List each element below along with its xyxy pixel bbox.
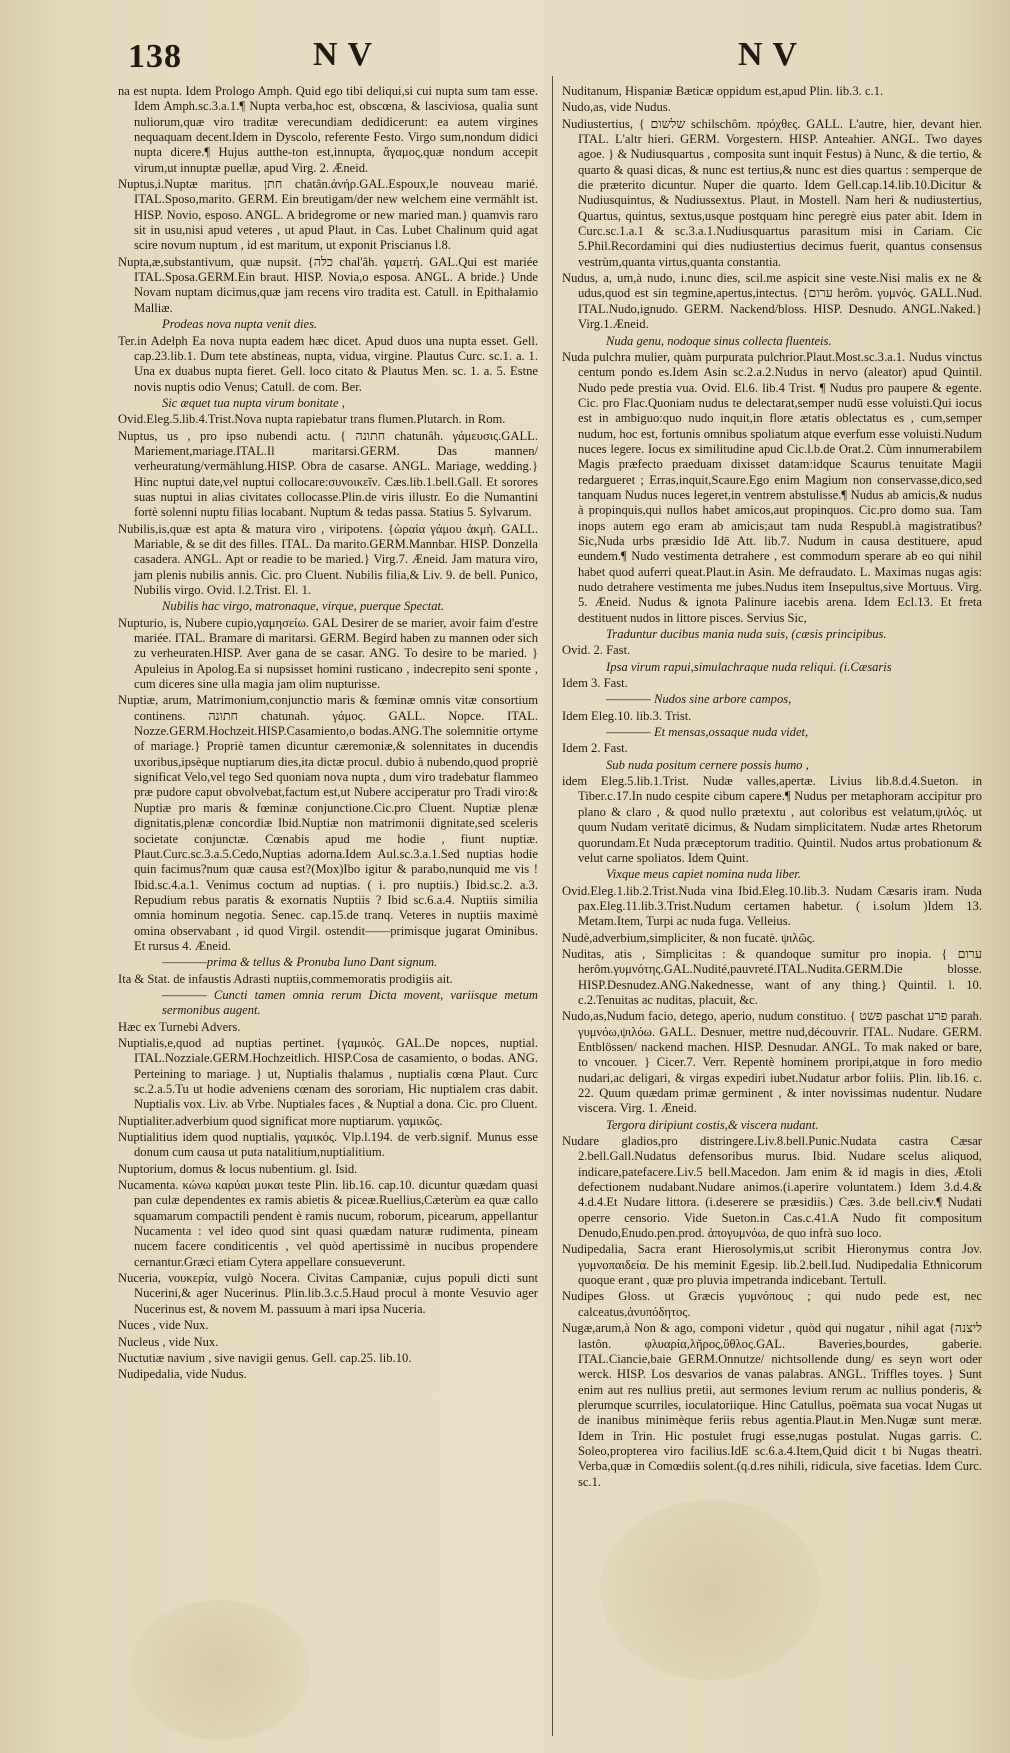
dictionary-entry: Nudipedalia, Sacra erant Hierosolymis,ut scribit Hieronymus contra Jov. γυμνοπαιδεία. De his meminit Egesip. lib.2.bell.Iud. Nudipedalia Ethnicorum quoque erant , quæ pro pluvia impetranda indicebant. Tertull. bbox=[562, 1242, 982, 1288]
dictionary-entry: Ter.in Adelph Ea nova nupta eadem hæc dicet. Apud duos una nupta esset. Gell. cap.23.lib.1. Dum tete abstineas, nupta, vidua, virgine. Plautus Curc. sc.1. a. 1. Una ex duabus nupta fieret. Gell. loco citato & Plautus Men. sc. 1. a. 5. Estne novis nuptis odio Venus; Catull. de com. Ber. bbox=[118, 333, 538, 394]
dictionary-entry: Hæc ex Turnebi Advers. bbox=[118, 1019, 241, 1034]
dictionary-entry: Nudare gladios,pro distringere.Liv.8.bell.Punic.Nudata castra Cæsar 2.bell.Gall.Nudatus defensoribus murus. Ibid. Nudare scelus aliquod, indicare,patefacere.Liv.5 bell.Macedon. Jam enim & id magis in dies, Ætoli defectionem nudabant.Nudare animos.(i.aperire voluntatem.) Idem 3.d.4.& 4.d.4.Et Nudare littora. (i.deserere se præsidiis.) Cæs. 3.de bell.civ.¶ Nudati operre censorio. Vide Sueton.in Cas.c.41.A Nudo fit compositum Denudo,Enudo.pen.prod. ἀπογυμνόω, de quo infrà suo loco. bbox=[562, 1134, 982, 1241]
verse-quote: Tergora diripiunt costis,& viscera nudant. bbox=[606, 1117, 819, 1132]
dictionary-entry: Idem Eleg.10. lib.3. Trist. bbox=[562, 708, 692, 723]
dictionary-entry: Nuptialis,e,quod ad nuptias pertinet. {γαμικός. GAL.De nopces, nuptial. ITAL.Nozziale.GERM.Hochzeitlich. HISP.Cosa de casamiento, o bodas. ANG. Perteining to mariage. } ut, Nuptialis thalamus , nuptialis cœna Plaut. Curc sc.2.a.5.Tu ut hodie adveniens cœnam des sororiam, Hic nuptialem cras dabit. Nuptialis vox. Liv. ab Vrbe. Nuptiales faces , & Nuptial a dona. Cic. pro Cluent. bbox=[118, 1035, 538, 1112]
dictionary-entry: Nuctutiæ navium , sive navigii genus. Gell. cap.25. lib.10. bbox=[118, 1350, 412, 1365]
dictionary-entry: Ita & Stat. de infaustis Adrasti nuptiis,commemoratis prodigiis ait. bbox=[118, 971, 453, 986]
dictionary-entry: Nuptus, us , pro ipso nubendi actu. { חתונה chatunâh. γάμευσις.GALL. Mariement,mariage.ITAL.Il maritarsi.GERM. Das mannen/ verheuratung/vermählung.HISP. Obra de casarse. ANGL. Mariage, wedding.} Hinc nuptui date,vel nuptui collocare:συνοικεῖν. Cæs.lib.1.bell.Gall. Et sorores suas nuptui in alias civitates collocasse.Plin.de viris illustr. Eo die Numantini fortè solenni nuptu filias locabant. Nuptum & tedas passa. Statius 5. Sylvarum. bbox=[118, 428, 538, 520]
dictionary-entry: Nudipes Gloss. ut Græcis γυμνόπους ; qui nudo pede est, nec calceatus,ἀνυπόδητος. bbox=[562, 1289, 982, 1319]
dictionary-entry: Nuda pulchra mulier, quàm purpurata pulchrior.Plaut.Most.sc.3.a.1. Nudus vinctus centum pondo es.Idem Asin sc.2.a.2.Nudus in nervo (aleator) apud Quintil. Nudo pede prestia vua. Ovid. El.6. lib.4 Trist. ¶ Nudus pro paupere & egente. Cic. pro Flac.Quoniam nudus te delectarat,semper nudū esse voluisti.Qui iocus est in ambiguo:quo nudo inquit,in flore ætatis oblectatus es , cum,semper nudum, hoc est, fortunis omnibus spoliatum atque everfum esse voluisti.Nudum nuces legere. Iocus ex similitudine apud Cic.l.b.de Orat.2. Cùm innumerabilem Magis præfecto praeduam dixisset datam:idque Scaurus tenuitate Magii redargueret ; Erras,inquit,Scaure.Ego enim Magium non conservasse,dico,sed tanquam Nudus nuces legeret,in ventrem abstulisse.¶ Nudus ab amicis,& nudus à propinquis,qui nullos habet amicos,aut propinquos. Cic.pro domo sua. Tam inops autem ego eram ab amicis;aut tam nuda Respubl.à magistratibus?Sic,Nuda urbs præsidio Idē Att. lib.7. Nudum in causa destituere, apud eundem.¶ Nudo vestimenta detrahere , est commodum sperare ab eo qui nihil habet quod auferri queat.Plaut.in Asin. Me defraudato. L. Maximas nugas agis: nudo detrahere vestimenta me jubes.Nudus item Insepultus,sive Mortuus. Virg. 5. Æneid. Nudus & ignota Palinure iacebis arena. Idem Ecl.13. Et freta destituent nudos in littore pisces. Servius Sic, bbox=[562, 349, 982, 625]
left-column bbox=[118, 84, 538, 1744]
column-divider bbox=[552, 76, 553, 1736]
verse-quote: ———— Nudos sine arbore campos, bbox=[606, 692, 792, 707]
verse-quote: Vixque meus capiet nomina nuda liber. bbox=[606, 867, 801, 882]
dictionary-entry: Nudipedalia, vide Nudus. bbox=[118, 1367, 247, 1382]
dictionary-entry: Nudiustertius, { שלשום schilschôm. πρόχθες. GALL. L'autre, hier, devant hier. ITAL. L'altr hieri. GERM. Vorgestern. HISP. Anteahier. ANGL. Two dayes agoe. } & Nudiusquartus , composita sunt inquit Festus) à Nunc, & die tertio, & quarto & quasi dicas, & nunc est tertius,& nunc est dies quartus : semperque de die præterito dicuntur. Nuper die quarto. Idem Gell.cap.14.lib.10.Dicitur & Nudiusquintus, & Nudiussextus. Plaut. in Mostell. Nam heri & nudiustertius, Quartus, quintus, sextus,usque postquam hinc peregrè eius pater abit. Idem in Curc.sc.1.a.1 & sc.3.a.1.Nudiusquartus parasitum misi in Cariam. Cic 5.Phil.Recordamini qui dies nudiustertius decimus fuerit, quantus consensus vestrùm,quanta virtus,quanta constantia. bbox=[562, 116, 982, 269]
dictionary-entry: Nudus, a, um,à nudo, i.nunc dies, scil.me aspicit sine veste.Nisi malis ex ne & udus,quod est sin tegmine,apertus,intectus. {ערום herôm. γυμνός. GALL.Nud. ITAL.Nudo,ignudo. GERM. Nackend/bloss. HISP. Desnudo. ANGL.Naked.} Virg.1.Æneid. bbox=[562, 271, 982, 332]
dictionary-entry: Ovid.Eleg.1.lib.2.Trist.Nuda vina Ibid.Eleg.10.lib.3. Nudam Cæsaris iram. Nuda pax.Eleg.11.lib.3.Trist.Nudum certamen habetur. ( i.solum )Idem 13. Metam.Item, Turpi ac nuda fuga. Velleius. bbox=[562, 883, 982, 929]
dictionary-entry: Nuptiæ, arum, Matrimonium,conjunctio maris & fœminæ omnis vitæ consortium continens. חתונה chatunah. γάμος. GALL. Nopce. ITAL. Nozze.GERM.Hochzeit.HISP.Casamiento,o bodas.ANG.The solemnitie ortyme of mariage.} Propriè tamen dicuntur cæremoniæ,& solennitates in ducendis uxoribus,ipsèque nuptiarum dies,ita dictæ procul. dubio à nubendo,quod propriè significat Velo,vel tego Sed quoniam nova nupta , dum viro tradebatur flammeo præ pudore caput obvolvebat,factum est,ut Nubere acciperatur pro Tradi viro:& Nuptiæ pro maris & fœminæ conjunctione.Cic.pro Cluent. Nuptiæ plenæ dignitatis,plenæ concordiæ Ibid.Nuptiæ non matrimonii dignitate,sed sceleris societate conjunctæ. Cœnabis apud me hodie , fiunt nuptiæ. Plaut.Curc.sc.3.a.5.Cedo,Nuptias adorna.Idem Aul.sc.3.a.1.Sed nuptias hodie quin facimus?num quæ causa est?(Mox)Ibo igitur & parabo,nunquid me vis ! Ibid.sc.4.a.1. Venimus coctum ad nuptias. ( i. pro nuptiis.) Ibid.sc.2. a.3. Repudium rebus paratis & exornatis Nuptiis ? Ibid sc.6.a.4. Nuptiis similia omnia hominum negotia. Senec. cap.15.de tranq. Veteres in nuptiis maximè omina observabant , id quod Virgil. ostendit——primisque jugarat Ominibus. Et rursus 4. Æneid. bbox=[118, 693, 538, 953]
verse-quote: Traduntur ducibus mania nuda suis, (cæsis principibus. bbox=[606, 627, 887, 642]
running-head-left: NV bbox=[313, 36, 383, 73]
verse-quote: Nubilis hac virgo, matronaque, virque, puerque Spectat. bbox=[162, 599, 445, 614]
dictionary-entry: Nupta,æ,substantivum, quæ nupsit. {כלה chal'âh. γαμετή. GAL.Qui est mariée ITAL.Sposa.GERM.Ein braut. HISP. Novia,o esposa. ANGL. A bride.} Unde Novam nuptam dicimus,quæ jam recens viro tradita est. Catull. in Epithalamio Malliæ. bbox=[118, 254, 538, 315]
dictionary-entry: na est nupta. Idem Prologo Amph. Quid ego tibi deliqui,si cui nupta sum tam esse. Idem Amph.sc.3.a.1.¶ Nupta verba,hoc est, obscœna, & lasciviosa, qualia sunt nuliorum,quæ viro traditæ verecundiam dedidicerunt: ea autem virgines nequaquam decent.Idem in Dyscolo, referente Festo. Virgo sum,nondum didici nupta dicere.¶ Hujus autthe-ton est,innupta, ἄγαμος,quæ nondum accepit virum,ut innuptæ puellæ, apud Virg. 2. Æneid. bbox=[118, 84, 538, 175]
verse-quote: Nuda genu, nodoque sinus collecta fluenteis. bbox=[606, 333, 832, 348]
dictionary-entry: Nudè,adverbium,simpliciter, & non fucatè. ψιλῶς. bbox=[562, 930, 815, 945]
dictionary-entry: Nugæ,arum,à Non & ago, componi videtur , quòd qui nugatur , nihil agat {ליצנה lastôn. φλυαρία,λῆρος,ὕθλος.GAL. Baveries,bourdes, gaberie. ITAL.Ciancie,baie GERM.Onnutze/ nichtsollende dung/ es seyn wort oder werck. HISP. Los desvarios de vanas palabras. ANGL. Triffles toyes. } Sunt enim aut res nullius pretii, aut sermones levium rerum ac nullius ponderis, & plerumque scurriles, ioculatoriique. Hinc Catullus, poëmata sua vocat Nugas ut de inanibus minimèque feriis rebus agentia.Plaut.in Men.Nugæ sunt meræ. Idem in Trin. Hic postulet frugi esse,nugas postulat. Nugas garris. C. Soleo,propterea viro facilius.IdE sc.6.a.4.Item,Quid dicit t bi Nugas theatri. Verba,quæ in Comœdiis solent.(q.d.res nihili, ridicula, sive facetias. Idem Curc. sc.1. bbox=[562, 1321, 982, 1489]
dictionary-entry: Nubilis,is,quæ est apta & matura viro , viripotens. {ὡραία γάμου ἀκμὴ. GALL. Mariable, & se dit des filles. ITAL. Da marito.GERM.Mannbar. HISP. Donzella casadera. ANGL. Apt or readie to be maried.} Virg.7. Æneid. Jam matura viro, jam plenis nubilis annis. Cic. pro Cluent. Nubilis filia,& Liv. 9. de bell. Punico, Nubilis virgo. Ovid. l.2.Trist. El. 1. bbox=[118, 521, 538, 597]
dictionary-entry: Nuptialiter.adverbium quod significat more nuptiarum. γαμικῶς. bbox=[118, 1113, 443, 1128]
verse-quote: Sic æquet tua nupta virum bonitate , bbox=[162, 395, 345, 410]
verse-quote: ————prima & tellus & Pronuba Iuno Dant signum. bbox=[162, 955, 438, 970]
verse-quote: Ipsa virum rapui,simulachraque nuda reliqui. (i.Cæsaris bbox=[606, 659, 892, 674]
dictionary-entry: Idem 2. Fast. bbox=[562, 741, 628, 756]
dictionary-entry: Ovid. 2. Fast. bbox=[562, 643, 631, 658]
dictionary-entry: Ovid.Eleg.5.lib.4.Trist.Nova nupta rapiebatur trans flumen.Plutarch. in Rom. bbox=[118, 412, 506, 427]
page-number: 138 bbox=[128, 38, 182, 75]
running-head-right: NV bbox=[738, 36, 808, 73]
dictionary-entry: Nuceria, νουκερία, vulgò Nocera. Civitas Campaniæ, cujus populi dicti sunt Nucerini,& ager Nucerinus. Plin.lib.3.c.5.Haud procul à monte Vesuvio ager Nucerinus est, & novem M. passuum à mari ipsa Nuceria. bbox=[118, 1271, 538, 1316]
dictionary-entry: Nupturio, is, Nubere cupio,γαμησείω. GAL Desirer de se marier, avoir faim d'estre mariée. ITAL. Bramare di maritarsi. GERM. Begird haben zu mannen oder sich zu verheuraten.HISP. Aver gana de se casar. ANG. To desire to be maried. } Apuleius in Apolog.Ea si nupsisset homini rusticano , indecrepito seni sponte , cum diceres sine ulla magia jam olim nupturisse. bbox=[118, 615, 538, 692]
dictionary-entry: Nuptialitius idem quod nuptialis, γαμικός. Vlp.l.194. de verb.signif. Munus esse donum cum causa ut puta natalitium,nuptialitium. bbox=[118, 1130, 538, 1160]
dictionary-entry: Nucleus , vide Nux. bbox=[118, 1334, 219, 1349]
page-header bbox=[128, 30, 1008, 80]
dictionary-entry: Nucamenta. κώνω καρύαι μυκαι teste Plin. lib.16. cap.10. dicuntur quædam quasi pan culæ dependentes ex ramis abietis & piceæ.Ruellius,Cæterùm ea quæ callo squamarum compactili pendent è ramis nucum, roborum, picearum, appellantur Nucamenta : vel ideo quod sint quasi quædam naturæ rudimenta, pineam nucem facere conditicentis , vel quòd apertissimè in nucibus propendere cernantur.Græci etiam Cytera appellare consueverunt. bbox=[118, 1178, 538, 1269]
right-column bbox=[562, 84, 982, 1744]
dictionary-entry: Nuptorium, domus & locus nubentium. gl. Isid. bbox=[118, 1161, 358, 1176]
dictionary-entry: Nuditas, atis , Simplicitas : & quandoque sumitur pro inopia. { ערום herôm.γυμνότης.GAL.Nudité,pauvreté.ITAL.Nudita.GERM.Die blosse. HISP.Desnudez.ANG.Nakednesse, want of any thing.} Quintil. l. 10. c.2.Tenuitas ac nuditas, placuit, &c. bbox=[562, 946, 982, 1007]
dictionary-entry: idem Eleg.5.lib.1.Trist. Nudæ valles,apertæ. Livius lib.8.d.4.Sueton. in Tiber.c.17.In nudo cespite cibum capere.¶ Nudus per metaphoram accipitur pro plano & claro , & quod nullo prætextu , aut coloribus est velatum,ψιλός. ut quum Nudam veritatē dicimus, & Nudam simplicitatem. Nudæ artes Rhetorum quorundam.Et Nuda præceptorum traditio. Quintil. Nudos artus probationum & velut carne spoliatos. Idem Quint. bbox=[562, 774, 982, 865]
verse-quote: Prodeas nova nupta venit dies. bbox=[162, 317, 318, 332]
dictionary-entry: Idem 3. Fast. bbox=[562, 676, 628, 691]
dictionary-entry: Nudo,as, vide Nudus. bbox=[562, 100, 671, 115]
dictionary-entry: Nudo,as,Nudum facio, detego, aperio, nudum constituo. { פשט paschat פרע parah. γυμνόω,ψιλόω. GALL. Desnuer, mettre nud,découvrir. ITAL. Nudare. GERM. Entblössen/ nackend machen. HISP. Desnudar. ANGL. To mak naked or bare, to vncouer. } Cicer.7. Verr. Repentè hominem proripi,atque in foro medio nudari,ac deligari, & virgas expediri iubet.Nudatur arbor foliis. Plin. lib.16. c. 22. Quum quædam primæ germinent , & inter novissimas nudentur. Nudare viscera. Virg. 1. Æneid. bbox=[562, 1009, 982, 1116]
dictionary-entry: Nuditanum, Hispaniæ Bæticæ oppidum est,apud Plin. lib.3. c.1. bbox=[562, 84, 884, 98]
dictionary-entry: Nuces , vide Nux. bbox=[118, 1318, 209, 1333]
verse-quote: Sub nuda positum cernere possis humo , bbox=[606, 757, 809, 772]
verse-quote: ———— Et mensas,ossaque nuda videt, bbox=[606, 725, 809, 740]
verse-quote: ———— Cuncti tamen omnia rerum Dicta movent, variisque metum sermonibus augent. bbox=[162, 987, 538, 1018]
dictionary-entry: Nuptus,i.Nuptæ maritus. חתן chatân.ἀνήρ.GAL.Espoux,le nouveau marié. ITAL.Sposo,marito. GERM. Ein breutigam/der new welchem eine vermählt ist. HISP. Novio, esposo. ANGL. A bridegrome or new maried man.} quamvis raro sit in usu,nisi apud veteres , ut apud Plaut. in Cas. Lubet Chalinum quid agat scire novum nuptum , id est maritum, ut exponit Priscianus l.8. bbox=[118, 177, 538, 253]
